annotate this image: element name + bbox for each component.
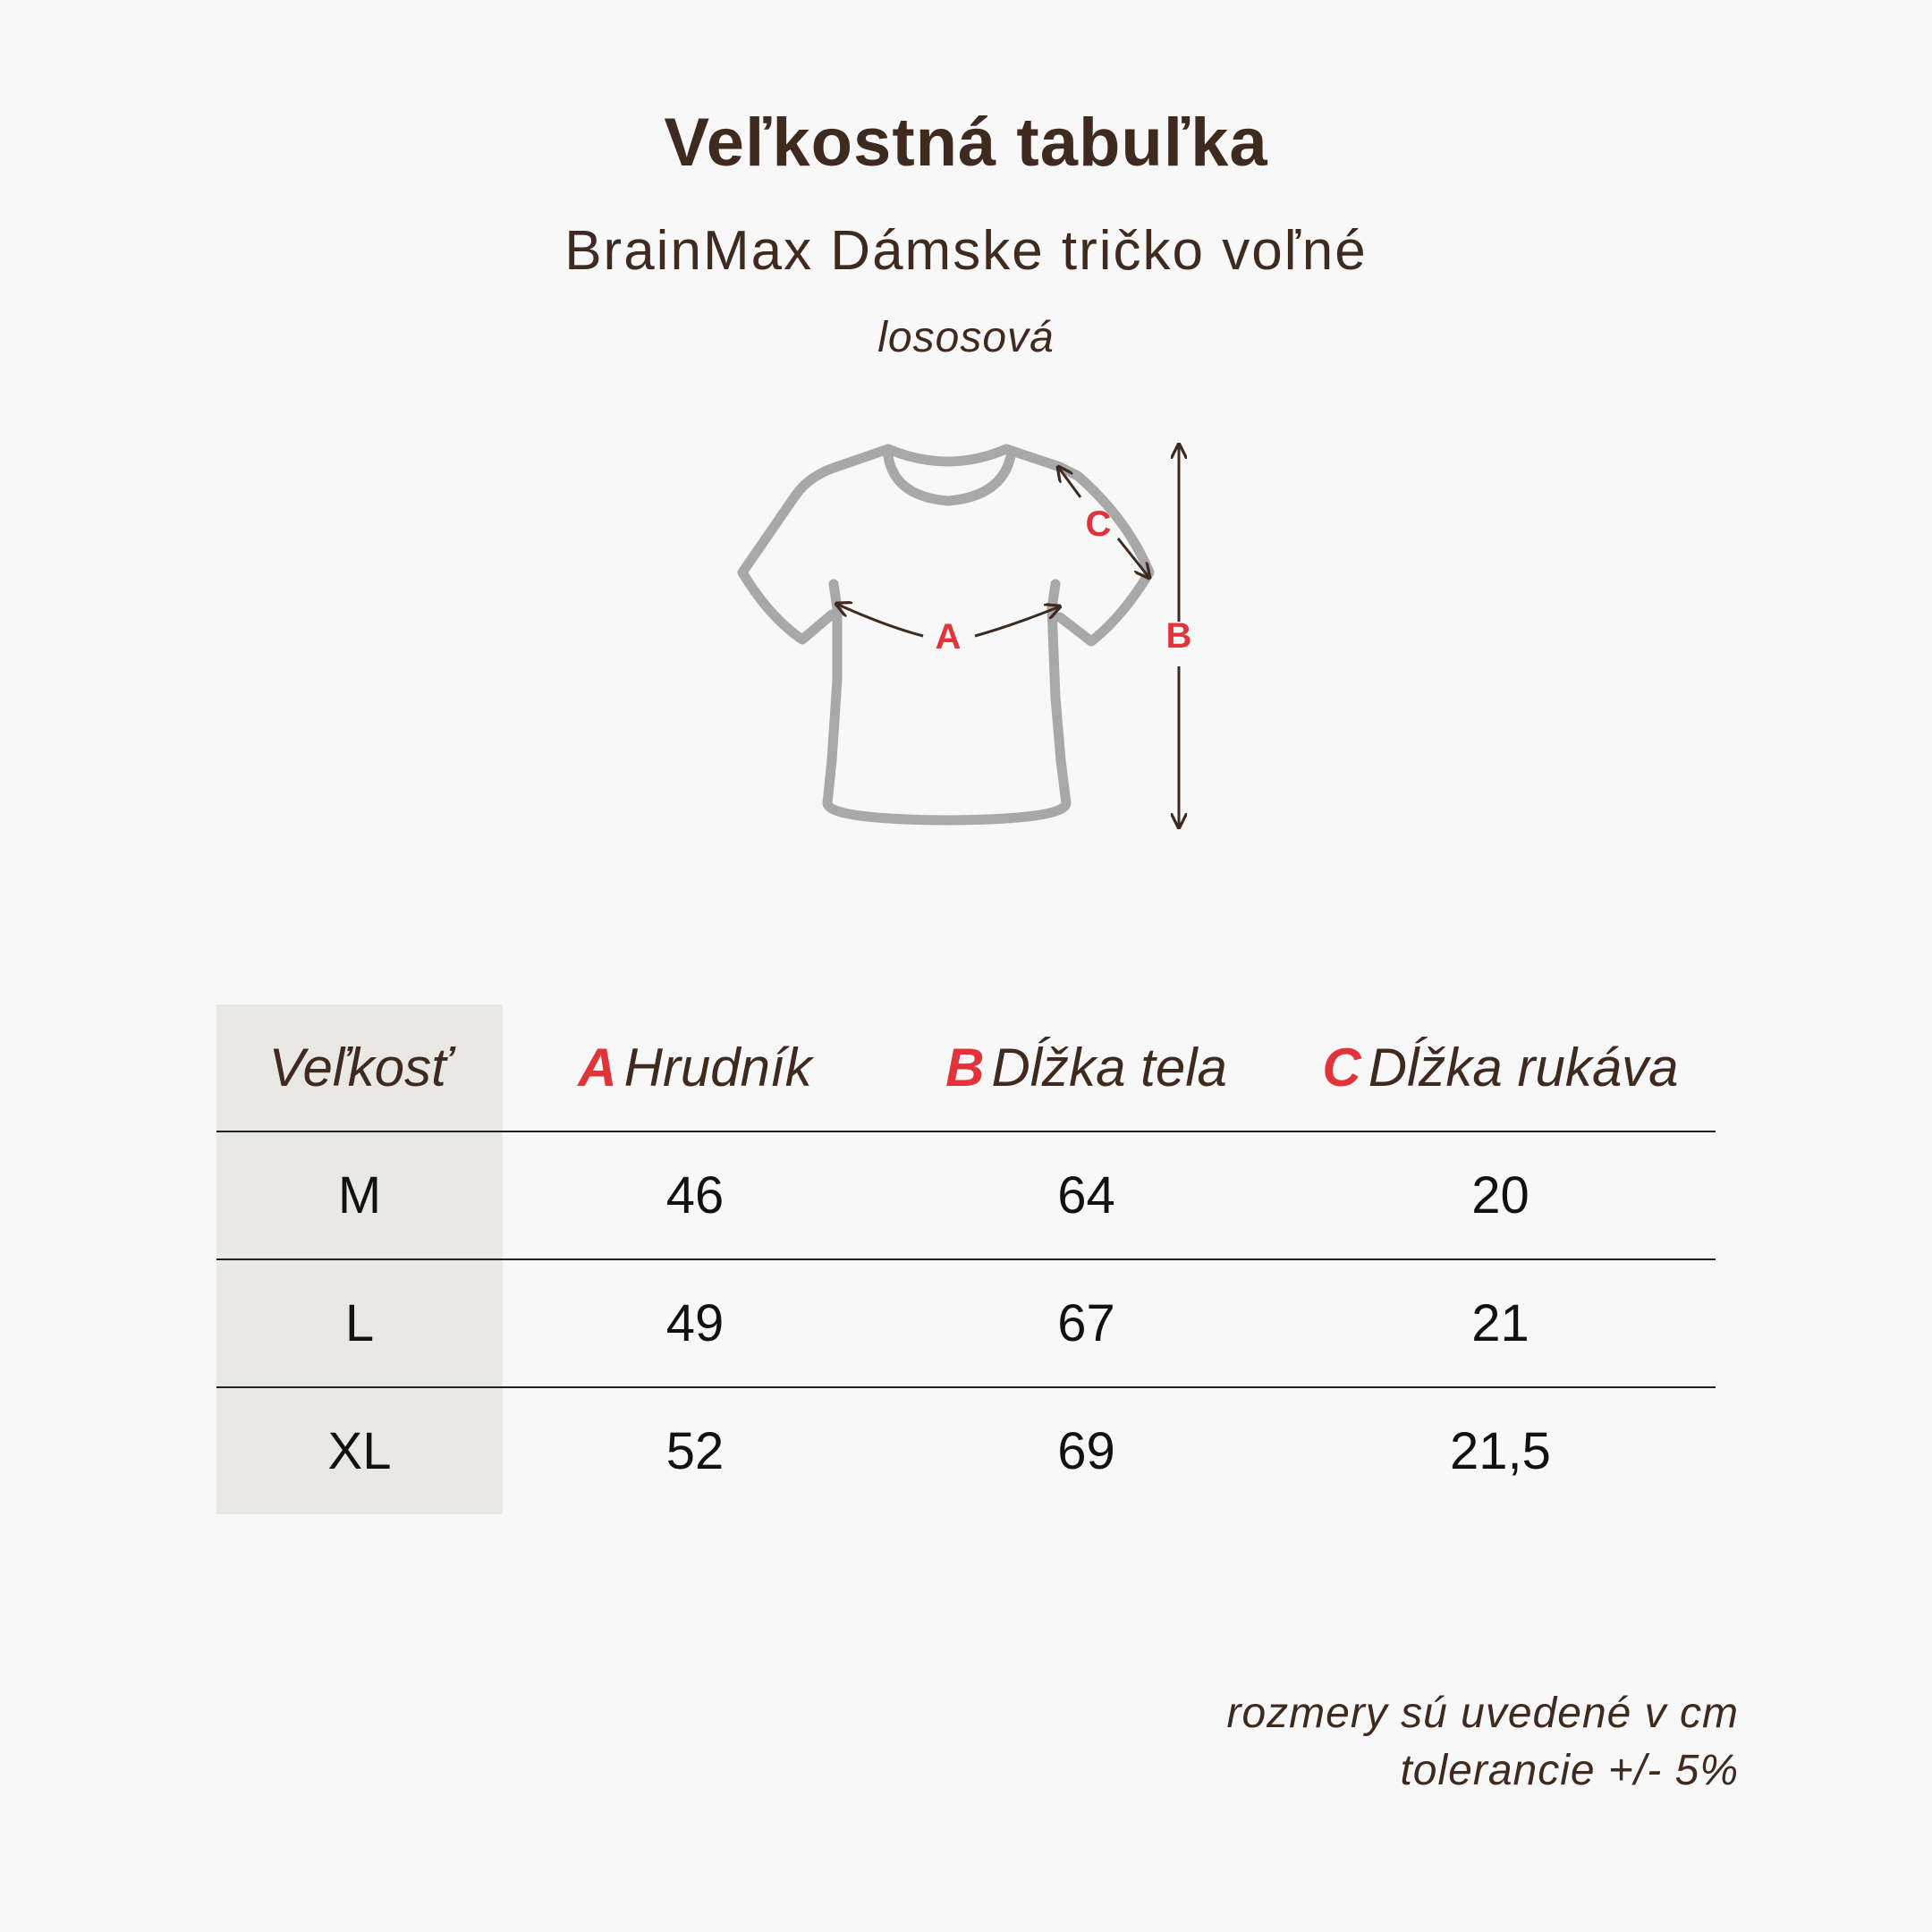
- tshirt-hem: [827, 803, 1066, 820]
- table-header-row: [216, 1004, 1716, 1131]
- chest-cell: 52: [665, 1422, 724, 1480]
- table-row: [216, 1259, 1716, 1387]
- sleeve-length-cell: 21,5: [1450, 1422, 1551, 1480]
- header-chest: [503, 1004, 887, 1131]
- chest-cell: 49: [503, 1259, 887, 1387]
- tshirt-right-shoulder-sleeve: [1006, 449, 1149, 641]
- body-length-cell: 69: [1057, 1422, 1115, 1480]
- header-body-length-letter: B: [945, 1038, 985, 1097]
- header-body-length-label: Dĺžka tela: [991, 1038, 1227, 1097]
- product-name: BrainMax Dámske tričko voľné: [564, 220, 1368, 282]
- tshirt-collar-back: [888, 449, 1006, 462]
- body-length-cell: 67: [887, 1259, 1285, 1387]
- tshirt-measurement-diagram: [0, 0, 1932, 859]
- table-row: [216, 1387, 1716, 1514]
- color-variant: lososová: [877, 314, 1055, 361]
- header-size-label: Veľkosť: [268, 1038, 451, 1097]
- measure-label-b: B: [1165, 616, 1192, 656]
- chest-cell: 46: [503, 1131, 887, 1259]
- size-table: [216, 1004, 1716, 1514]
- sleeve-length-cell: 20: [1285, 1131, 1716, 1259]
- header-sleeve-length: [1285, 1004, 1716, 1131]
- header-size: [216, 1004, 503, 1131]
- table-row: [216, 1131, 1716, 1259]
- units-note: rozmery sú uvedené v cm: [1226, 1690, 1739, 1737]
- body-length-cell: 64: [887, 1131, 1285, 1259]
- size-cell: L: [216, 1259, 503, 1387]
- header-sleeve-length-label: Dĺžka rukáva: [1368, 1038, 1679, 1097]
- size-cell: XL: [216, 1387, 503, 1514]
- measure-label-a: A: [935, 617, 962, 657]
- chest-arrow-right: [975, 606, 1060, 636]
- sleeve-length-cell: 21: [1285, 1259, 1716, 1387]
- header-chest-letter: A: [578, 1038, 617, 1097]
- measure-label-c: C: [1085, 504, 1112, 544]
- tshirt-left-shoulder-sleeve: [742, 449, 888, 640]
- chest-arrow-left: [836, 604, 923, 636]
- header-sleeve-length-letter: C: [1322, 1038, 1361, 1097]
- header-chest-label: Hrudník: [623, 1038, 812, 1097]
- header-body-length: [887, 1004, 1285, 1131]
- page-title: Veľkostná tabuľka: [664, 105, 1268, 181]
- tolerance-note: tolerancie +/- 5%: [1400, 1747, 1739, 1794]
- size-cell: M: [216, 1131, 503, 1259]
